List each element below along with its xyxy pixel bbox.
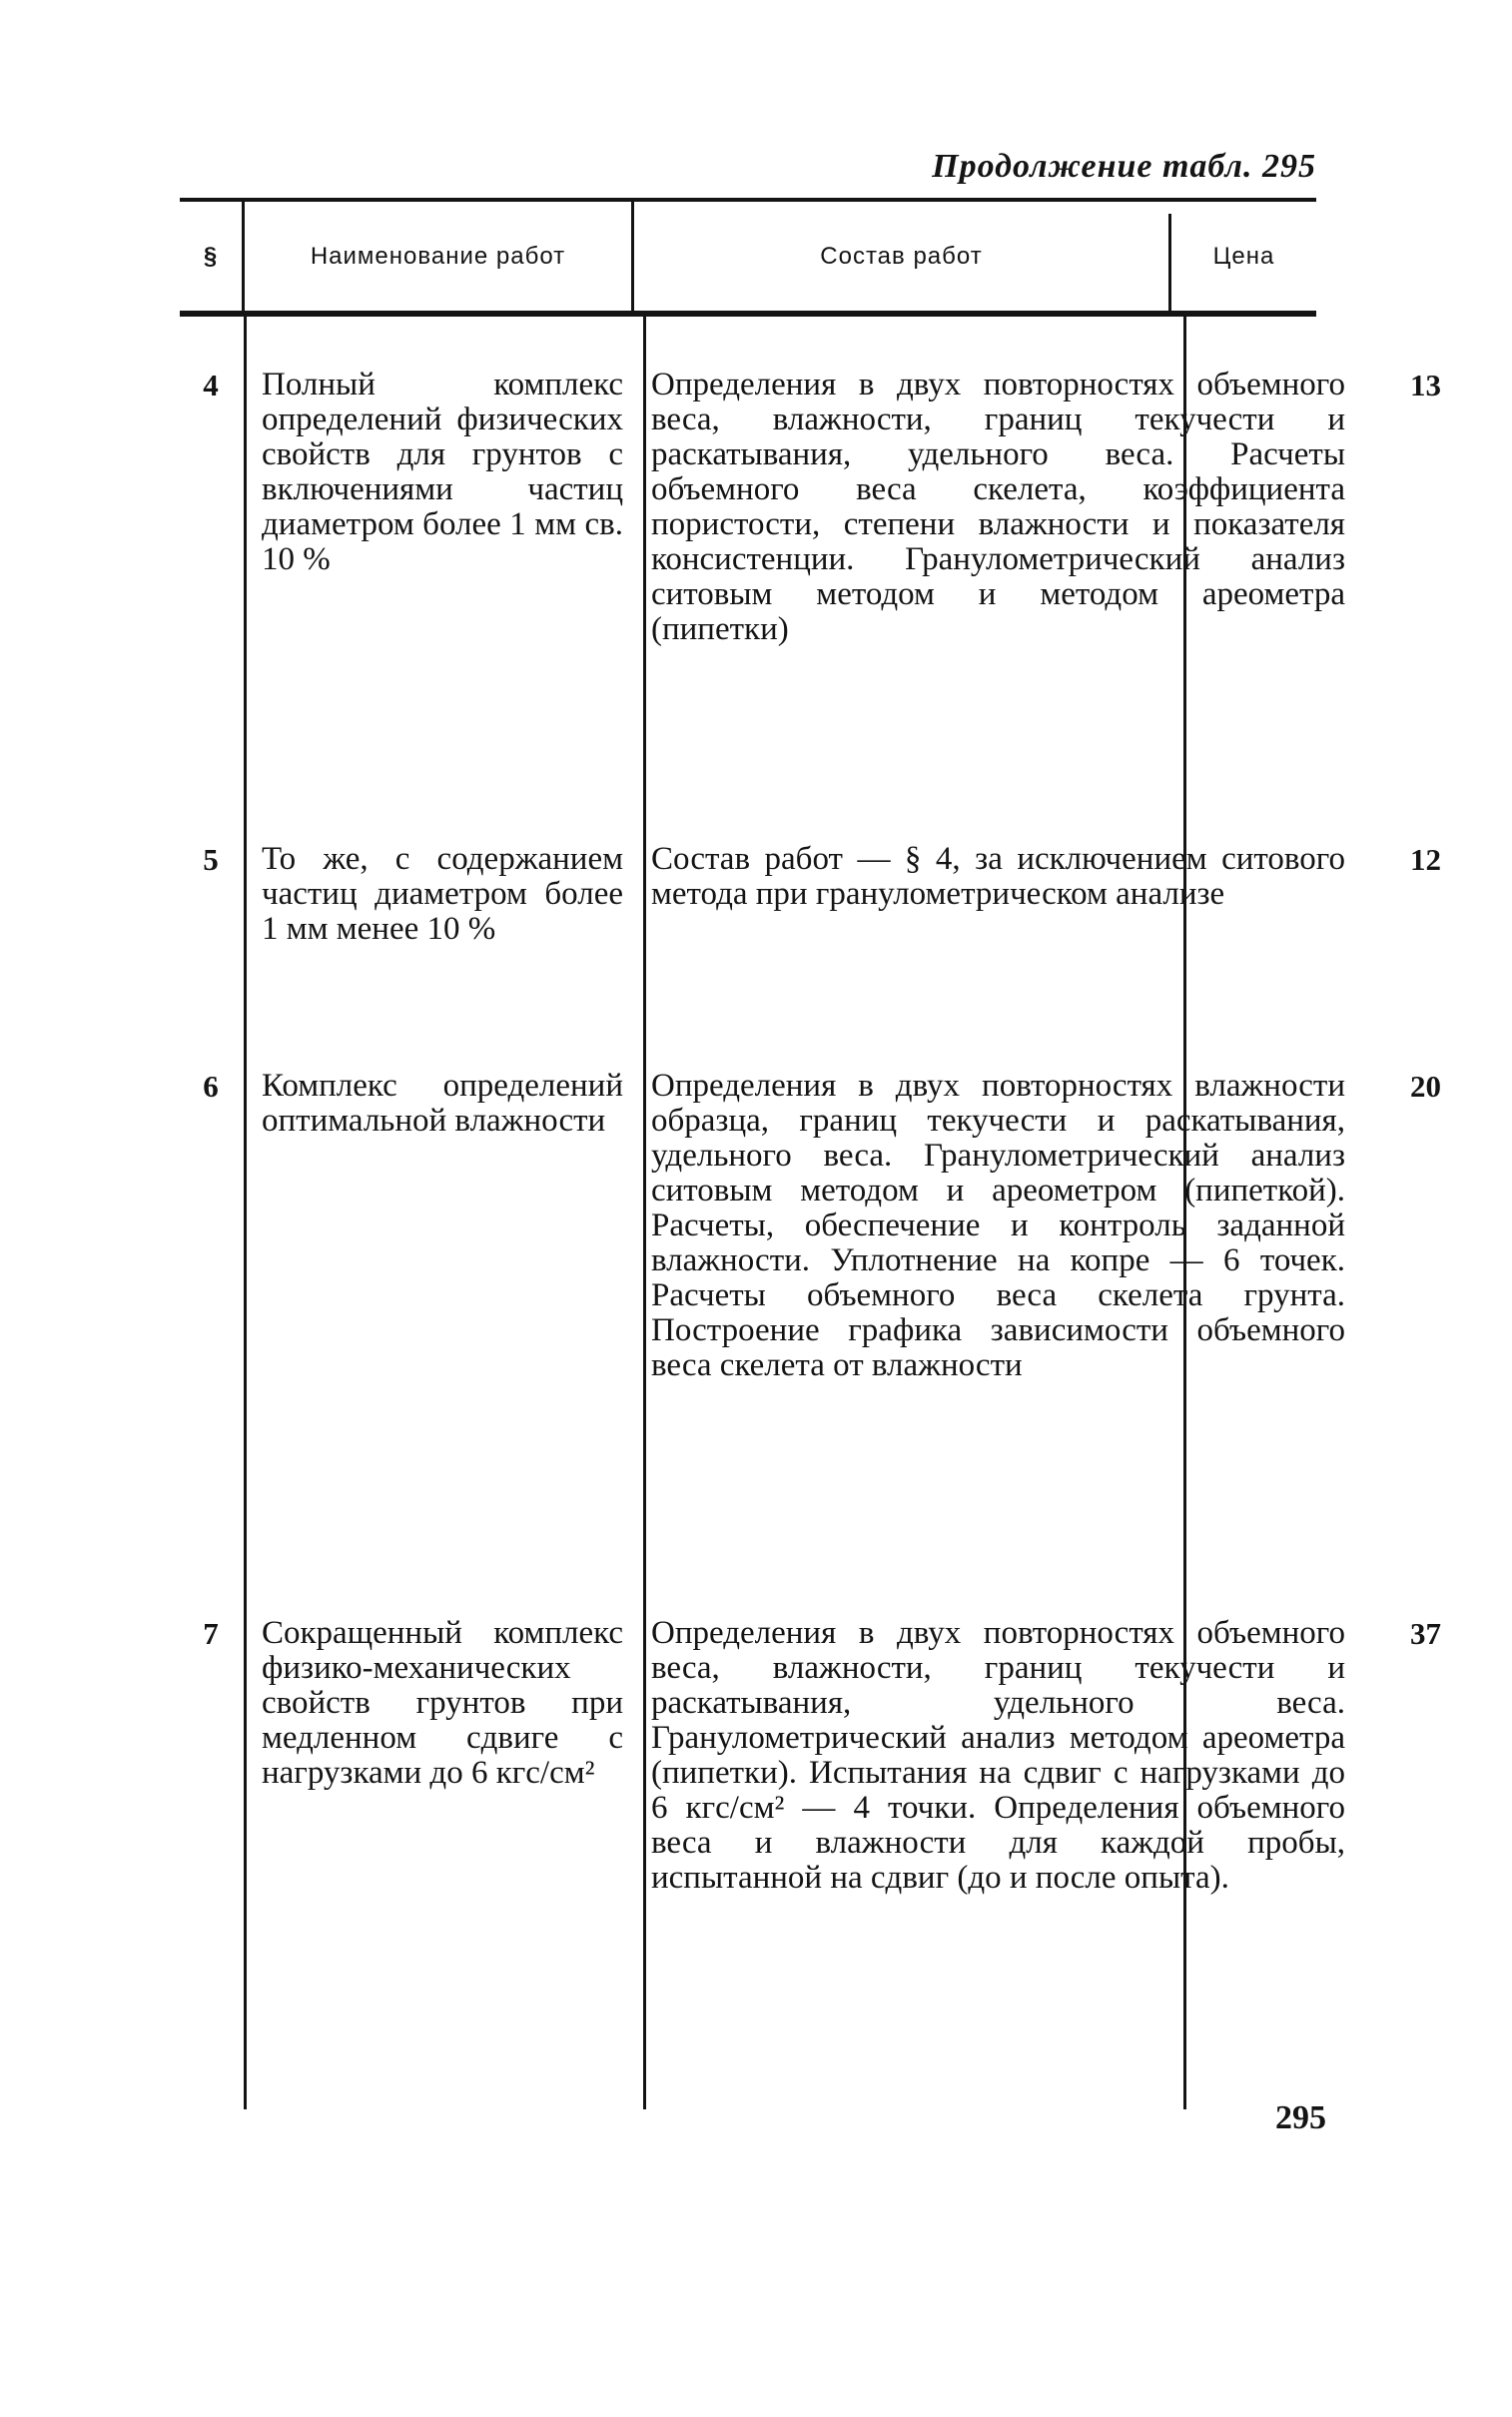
work-content: Определения в двух повторностях объемного веса, влажности, границ текучести и раскатывания, удельного веса. Гранулометрический анализ методом ареометра (пипетки). Испытания на сдвиг с нагрузками до 6 кгс/см² — 4 точки. Определения объемного веса и влажности для каждой пробы, испытанной на сдвиг (до и после опыта).: [651, 1615, 1345, 1896]
row-number: 6: [203, 1069, 219, 1104]
work-name: То же, с содержанием частиц диаметром более 1 мм менее 10 %: [262, 841, 623, 947]
work-price: 12: [1410, 842, 1441, 877]
table-header-rule: [180, 311, 1316, 317]
work-content: Состав работ — § 4, за исключением ситового метода при гранулометрическом анализе: [651, 841, 1345, 912]
header-content: Состав работ: [820, 242, 983, 270]
body-divider-2: [643, 317, 646, 2109]
table-continuation-caption: Продолжение табл. 295: [932, 148, 1316, 185]
work-name: Комплекс определений оптимальной влажности: [262, 1068, 623, 1139]
work-name: Сокращенный комплекс физико-механических свойств грунтов при медленном сдвиге с нагрузками до 6 кгс/см²: [262, 1615, 623, 1791]
row-number: 4: [203, 368, 219, 403]
work-price: 37: [1410, 1616, 1441, 1651]
page-number: 295: [1275, 2099, 1326, 2136]
work-price: 20: [1410, 1069, 1441, 1104]
work-name: Полный комплекс определений физических свойств для грунтов с включениями частиц диаметром более 1 мм св. 10 %: [262, 367, 623, 577]
row-number: 5: [203, 842, 219, 877]
header-name: Наименование работ: [310, 242, 566, 270]
body-divider-1: [244, 317, 247, 2109]
row-number: 7: [203, 1616, 219, 1651]
work-price: 13: [1410, 368, 1441, 403]
header-section: §: [203, 242, 219, 270]
work-content: Определения в двух повторностях влажности образца, границ текучести и раскатывания, удельного веса. Гранулометрический анализ ситовым методом и ареометром (пипеткой). Расчеты, обеспечение и контроль заданной влажности. Уплотнение на копре — 6 точек. Расчеты объемного веса скелета грунта. Построение графика зависимости объемного веса скелета от влажности: [651, 1068, 1345, 1383]
header-price: Цена: [1212, 242, 1275, 270]
work-content: Определения в двух повторностях объемного веса, влажности, границ текучести и раскатывания, удельного веса. Расчеты объемного веса скелета, коэффициента пористости, степени влажности и показателя консистенции. Гранулометрический анализ ситовым методом и методом ареометра (пипетки): [651, 367, 1345, 647]
